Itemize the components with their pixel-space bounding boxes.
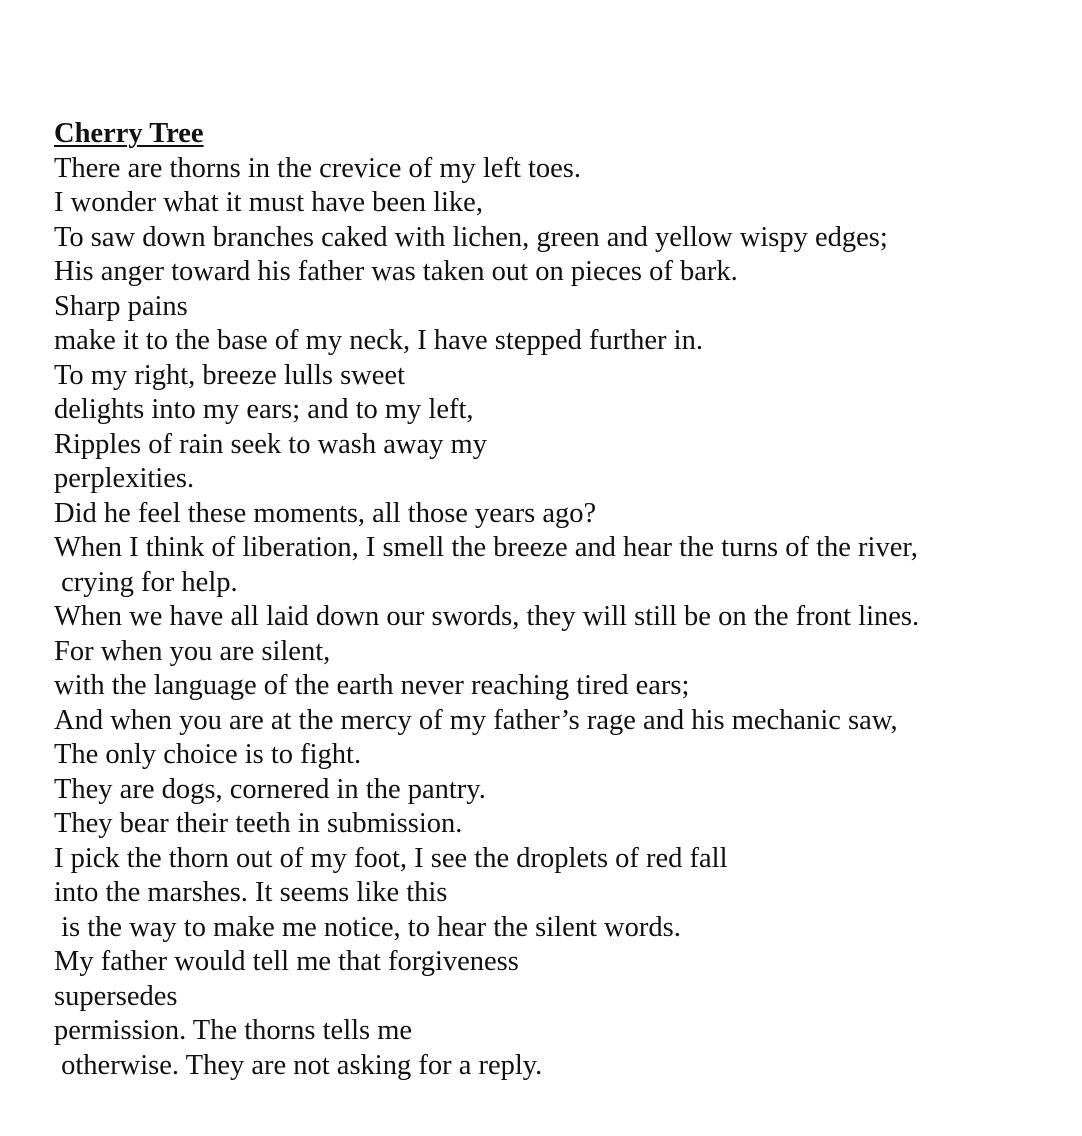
poem-line: For when you are silent, bbox=[54, 635, 331, 667]
poem-line: I wonder what it must have been like, bbox=[54, 187, 483, 218]
poem-line: When I think of liberation, I smell the breeze and hear the turns of the river, bbox=[54, 532, 918, 563]
poem-line: with the language of the earth never reaching tired ears; bbox=[54, 670, 690, 701]
poem-line: When we have all laid down our swords, they will still be on the front lines. bbox=[54, 601, 920, 632]
poem-title: Cherry Tree bbox=[54, 118, 204, 149]
poem-line: into the marshes. It seems like this bbox=[54, 877, 448, 908]
poem-line: I pick the thorn out of my foot, I see the droplets of red fall bbox=[54, 842, 728, 874]
poem-line: To my right, breeze lulls sweet bbox=[54, 359, 405, 391]
poem-line: supersedes bbox=[54, 980, 178, 1012]
poem-line: make it to the base of my neck, I have stepped further in. bbox=[54, 325, 703, 356]
poem-line: is the way to make me notice, to hear the silent words. bbox=[54, 911, 681, 943]
poem-line: They bear their teeth in submission. bbox=[54, 808, 463, 839]
poem-line: otherwise. They are not asking for a reply. bbox=[54, 1049, 543, 1081]
poem-line: permission. The thorns tells me bbox=[54, 1015, 413, 1046]
poem-line: To saw down branches caked with lichen, green and yellow wispy edges; bbox=[54, 221, 888, 253]
poem-line: delights into my ears; and to my left, bbox=[54, 394, 474, 425]
poem-line: Ripples of rain seek to wash away my bbox=[54, 428, 487, 460]
poem-line: And when you are at the mercy of my father’s rage and his mechanic saw, bbox=[54, 704, 898, 736]
poem-line: There are thorns in the crevice of my left toes. bbox=[54, 152, 582, 184]
poem-line: My father would tell me that forgiveness bbox=[54, 946, 519, 977]
poem-line: His anger toward his father was taken out on pieces of bark. bbox=[54, 256, 738, 287]
poem-line: They are dogs, cornered in the pantry. bbox=[54, 773, 486, 805]
poem-body bbox=[54, 152, 1054, 1084]
poem-line: Did he feel these moments, all those years ago? bbox=[54, 497, 597, 529]
poem-document bbox=[54, 117, 1054, 1083]
poem-line: The only choice is to fight. bbox=[54, 739, 362, 770]
poem-line: Sharp pains bbox=[54, 290, 188, 322]
poem-line: perplexities. bbox=[54, 463, 195, 494]
poem-line: crying for help. bbox=[54, 566, 238, 598]
